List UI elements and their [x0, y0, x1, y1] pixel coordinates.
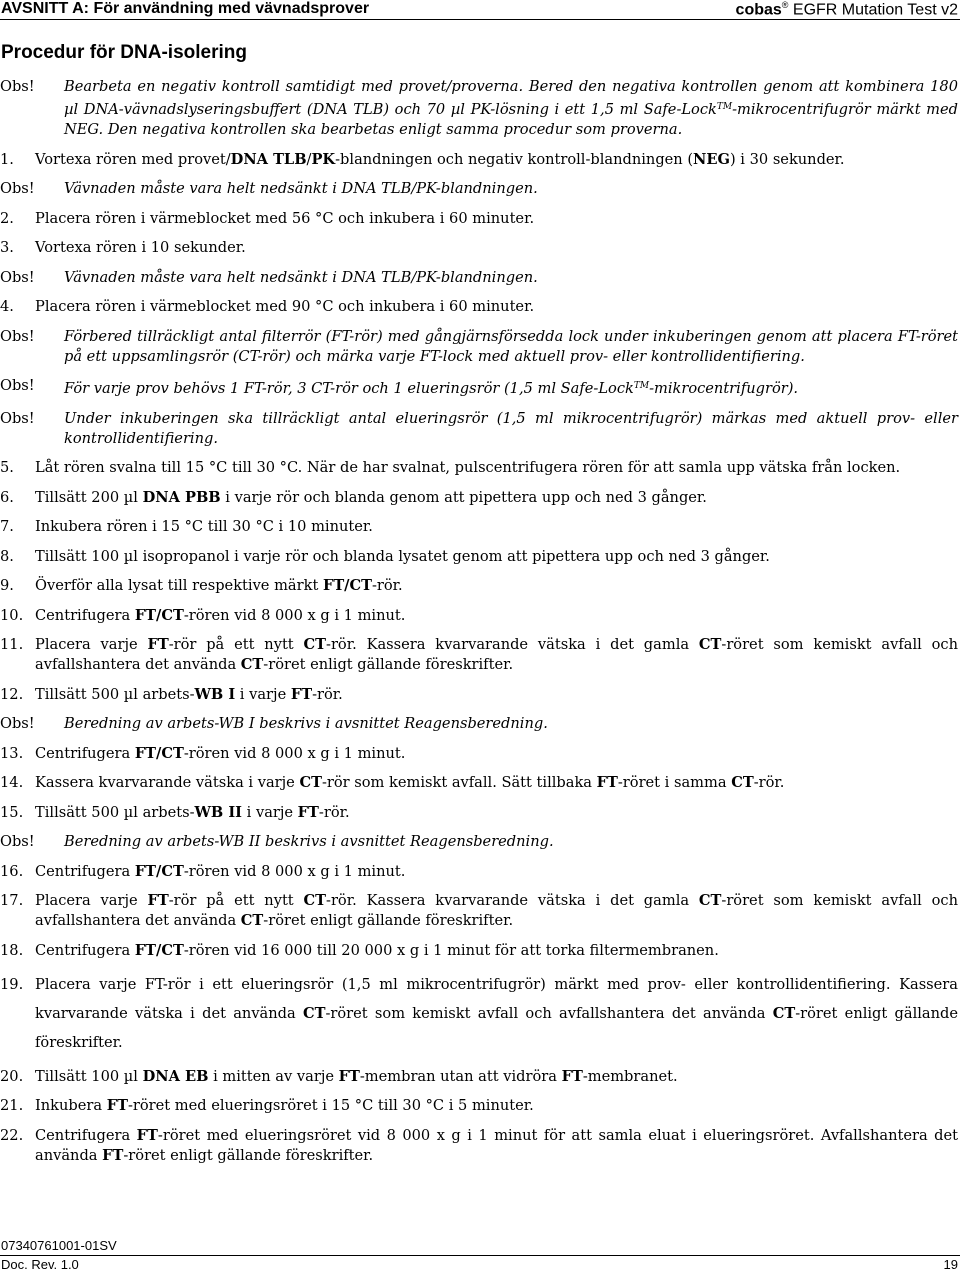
text-run: -mikrocentrifugrör). [649, 380, 799, 397]
step-5 [0, 458, 958, 478]
step-number: 2. [0, 209, 14, 227]
bold-term: FT [596, 774, 618, 791]
text-run: Centrifugera [35, 941, 135, 959]
text-run: -rören vid 8 000 x g i 1 minut. [183, 744, 406, 762]
note-label: Obs! [0, 409, 35, 427]
note-1 [0, 179, 958, 199]
text-run: Placera varje FT-rör i ett elueringsrör (1,5 ml mikrocentrifugrör) märkt med prov- eller kontrollidentifiering. Kassera kvarvarande vätska i det använda [35, 976, 958, 1022]
text-run: Bearbeta en negativ kontroll samtidigt med provet/proverna. Bered den negativa kontrollen genom att kombinera 180 µl DNA-vävnadslyseringsbuffert (DNA TLB) och 70 µl PK-lösning i ett 1,5 ml Safe-Lock [64, 78, 958, 118]
step-text [35, 773, 958, 793]
text-run: -rör på ett nytt [168, 636, 304, 653]
registered-mark: ® [781, 0, 789, 10]
bold-term: FT/CT [134, 606, 184, 624]
step-number: 8. [0, 547, 14, 565]
text-run: -röret i samma [617, 774, 732, 791]
note-5 [0, 409, 958, 449]
step-15 [0, 803, 958, 823]
step-text [35, 862, 958, 882]
note-label: Obs! [0, 78, 35, 95]
text-run: -röret enligt gällande föreskrifter. [263, 912, 514, 929]
step-number: 13. [0, 744, 24, 762]
text-run: -röret som kemiskt avfall och avfallshantera det använda [325, 1005, 773, 1022]
text-run: -rören vid 16 000 till 20 000 x g i 1 minut för att torka filtermembranen. [183, 941, 719, 959]
note-4 [0, 376, 958, 399]
text-run: i mitten av varje [208, 1067, 339, 1085]
bold-term: DNA PBB [142, 488, 221, 506]
step-text [35, 744, 958, 764]
text-run: Placera varje [35, 892, 148, 909]
note-label: Obs! [0, 327, 35, 345]
document-code: 07340761001-01SV [1, 1238, 117, 1253]
bold-term: FT/CT [134, 862, 184, 880]
step-text: Tillsätt 100 µl isopropanol i varje rör och blanda lysatet genom att pipettera upp och ned 3 gånger. [35, 547, 770, 565]
bold-term: WB II [194, 803, 242, 821]
step-text [35, 1126, 958, 1166]
note-6 [0, 714, 958, 734]
step-text [35, 803, 958, 823]
bold-term: CT [698, 892, 722, 909]
text-run: Centrifugera [35, 606, 135, 624]
step-18 [0, 941, 958, 961]
footer-divider [0, 1255, 960, 1256]
bold-term: FT/CT [134, 941, 184, 959]
step-number: 6. [0, 488, 14, 506]
step-text [35, 606, 958, 626]
step-text: Placera rören i värmeblocket med 56 °C och inkubera i 60 minuter. [35, 209, 535, 227]
text-run: Placera varje [35, 636, 148, 653]
bold-term: FT [290, 685, 313, 703]
text-run: -rör. [312, 685, 343, 703]
step-text: Låt rören svalna till 15 °C till 30 °C. När de har svalnat, pulscentrifugera rören för att samla upp vätska från locken. [35, 459, 901, 476]
text-run: Tillsätt 500 µl arbets- [35, 685, 195, 703]
step-number: 10. [0, 606, 24, 624]
step-text [35, 150, 958, 170]
step-14 [0, 773, 958, 793]
bold-term: FT/CT [322, 577, 372, 594]
text-run: -rör. [753, 774, 785, 791]
step-text [64, 376, 958, 399]
step-6 [0, 488, 958, 508]
step-22 [0, 1126, 958, 1166]
step-text [35, 635, 958, 675]
section-title: AVSNITT A: För användning med vävnadsprover [1, 0, 370, 17]
step-text [35, 685, 958, 705]
bold-term: NEG [693, 150, 730, 168]
note-label: Obs! [0, 715, 35, 732]
step-text: Vävnaden måste vara helt nedsänkt i DNA TLB/PK-blandningen. [64, 180, 538, 197]
text-run: -rör som kemiskt avfall. Sätt tillbaka [321, 774, 597, 791]
text-run: -blandningen och negativ kontroll-blandningen ( [335, 150, 694, 168]
text-run: -rör. Kassera kvarvarande vätska i det gamla [326, 892, 699, 909]
step-number: 17. [0, 892, 24, 909]
text-run: Tillsätt 500 µl arbets- [35, 803, 195, 821]
step-text [35, 941, 958, 961]
text-run: TM [633, 381, 650, 391]
text-run: -mikrocentrifugrör märkt med NEG. Den negativa kontrollen ska bearbetas enligt samma procedur som proverna. [64, 101, 958, 138]
bold-term: CT [302, 1005, 326, 1022]
step-8 [0, 547, 958, 567]
text-run: ) i 30 sekunder. [729, 150, 845, 168]
bold-term: CT [772, 1005, 796, 1022]
text-run: -röret enligt gällande föreskrifter. [263, 656, 514, 673]
text-run: -rör. [318, 803, 350, 821]
bold-term: CT [303, 636, 327, 653]
brand-name: cobas [735, 1, 782, 19]
product-name [736, 0, 958, 19]
bold-term: DNA EB [142, 1067, 209, 1085]
text-run: -röret enligt gällande föreskrifter. [35, 1005, 958, 1051]
step-1 [0, 150, 958, 170]
text-run: i varje [235, 685, 291, 703]
note-label: Obs! [0, 180, 35, 197]
bold-term: FT [561, 1067, 583, 1085]
note-intro [0, 77, 958, 140]
text-run: Inkubera [35, 1097, 107, 1114]
text-run: För varje prov behövs 1 FT-rör, 3 CT-rör och 1 elueringsrör (1,5 ml Safe-Lock [64, 380, 634, 397]
step-text: Vortexa rören i 10 sekunder. [35, 239, 246, 256]
text-run: -röret med elueringsröret vid 8 000 x g i 1 minut för att samla eluat i elueringsröret. Avfallshantera det använda [35, 1126, 959, 1164]
step-text [35, 891, 958, 931]
text-run: -röret som kemiskt avfall och avfallshantera det använda [35, 892, 958, 929]
step-number: 22. [0, 1126, 24, 1144]
step-text: Placera rören i värmeblocket med 90 °C och inkubera i 60 minuter. [35, 298, 535, 315]
bold-term: FT [297, 803, 319, 821]
step-10 [0, 606, 958, 626]
text-run: -membranet. [582, 1067, 678, 1085]
step-number: 15. [0, 803, 24, 821]
step-number: 11. [0, 636, 24, 653]
page-header [0, 0, 960, 20]
step-number: 21. [0, 1097, 24, 1114]
text-run: TM [716, 102, 733, 112]
text-run: -membran utan att vidröra [359, 1067, 562, 1085]
text-run: / [306, 150, 312, 168]
step-number: 12. [0, 685, 24, 703]
step-number: 9. [0, 577, 14, 594]
step-text [35, 576, 958, 596]
bold-term: CT [240, 656, 264, 673]
step-16 [0, 862, 958, 882]
step-13 [0, 744, 958, 764]
step-4 [0, 297, 958, 317]
bold-term: DNA TLB [230, 150, 307, 168]
bold-term: FT [338, 1067, 360, 1085]
note-3 [0, 327, 958, 367]
bold-term: WB I [194, 685, 236, 703]
text-run: Kassera kvarvarande vätska i varje [35, 774, 300, 791]
step-3 [0, 238, 958, 258]
step-7 [0, 517, 958, 537]
note-2 [0, 268, 958, 288]
text-run: Centrifugera [35, 862, 135, 880]
text-run: -rören vid 8 000 x g i 1 minut. [183, 862, 406, 880]
step-text [35, 1096, 958, 1116]
step-text: Beredning av arbets-WB II beskrivs i avsnittet Reagensberedning. [64, 833, 554, 850]
step-11 [0, 635, 958, 675]
step-9 [0, 576, 958, 596]
step-text: Förbered tillräckligt antal filterrör (FT-rör) med gångjärnsförsedda lock under inkuberingen genom att placera FT-röret på ett uppsamlingsrör (CT-rör) och märka varje FT-lock med aktuell prov- eller kontrollidentifiering. [64, 327, 958, 365]
bold-term: PK [311, 150, 336, 168]
note-text [64, 77, 958, 140]
bold-term: FT [102, 1146, 124, 1164]
text-run: Centrifugera [35, 744, 135, 762]
text-run: Överför alla lysat till respektive märkt [35, 577, 323, 594]
bold-term: CT [731, 774, 754, 791]
page-title: Procedur för DNA-isolering [1, 42, 247, 63]
text-run: -rören vid 8 000 x g i 1 minut. [183, 606, 406, 624]
note-label: Obs! [0, 268, 35, 286]
step-number: 3. [0, 239, 14, 256]
page-number: 19 [943, 1257, 958, 1272]
text-run: i varje [242, 803, 298, 821]
bold-term: CT [303, 892, 327, 909]
bold-term: FT [106, 1097, 128, 1114]
bold-term: FT/CT [134, 744, 184, 762]
step-number: 14. [0, 774, 24, 791]
procedure-body [0, 77, 958, 1175]
bold-term: CT [240, 912, 264, 929]
note-label: Obs! [0, 377, 35, 394]
step-20 [0, 1067, 958, 1087]
step-12 [0, 685, 958, 705]
step-number: 1. [0, 150, 14, 168]
text-run: -röret enligt gällande föreskrifter. [123, 1146, 374, 1164]
step-number: 7. [0, 518, 14, 535]
step-text: Beredning av arbets-WB I beskrivs i avsnittet Reagensberedning. [64, 715, 548, 732]
text-run: -rör på ett nytt [168, 892, 304, 909]
note-7 [0, 832, 958, 852]
bold-term: FT [147, 636, 169, 653]
step-19 [0, 970, 958, 1057]
step-number: 5. [0, 459, 14, 476]
text-run: -röret som kemiskt avfall och avfallshantera det använda [35, 636, 958, 673]
note-label: Obs! [0, 833, 35, 850]
text-run: Vortexa rören med provet/ [35, 150, 231, 168]
step-2 [0, 209, 958, 229]
step-number: 18. [0, 941, 24, 959]
step-number: 20. [0, 1067, 24, 1085]
bold-term: FT [147, 892, 169, 909]
document-revision: Doc. Rev. 1.0 [1, 1257, 79, 1272]
step-number: 4. [0, 298, 14, 315]
step-text [35, 1067, 958, 1087]
product-title: EGFR Mutation Test v2 [792, 1, 958, 19]
bold-term: CT [299, 774, 322, 791]
text-run: Centrifugera [35, 1126, 137, 1144]
step-number: 16. [0, 862, 24, 880]
text-run: Tillsätt 100 µl [35, 1067, 143, 1085]
step-21 [0, 1096, 958, 1116]
bold-term: FT [136, 1126, 158, 1144]
step-text [35, 970, 958, 1057]
text-run: -röret med elueringsröret i 15 °C till 30 °C i 5 minuter. [127, 1097, 534, 1114]
text-run: -rör. Kassera kvarvarande vätska i det gamla [326, 636, 699, 653]
text-run: Tillsätt 200 µl [35, 488, 143, 506]
step-text: Inkubera rören i 15 °C till 30 °C i 10 minuter. [35, 518, 373, 535]
text-run: i varje rör och blanda genom att pipettera upp och ned 3 gånger. [220, 488, 707, 506]
bold-term: CT [698, 636, 722, 653]
step-17 [0, 891, 958, 931]
text-run: -rör. [371, 577, 403, 594]
step-number: 19. [0, 976, 24, 993]
step-text [35, 488, 958, 508]
step-text: Vävnaden måste vara helt nedsänkt i DNA TLB/PK-blandningen. [64, 268, 538, 286]
step-text: Under inkuberingen ska tillräckligt antal elueringsrör (1,5 ml mikrocentrifugrör) märkas med aktuell prov- eller kontrollidentifiering. [64, 409, 958, 447]
